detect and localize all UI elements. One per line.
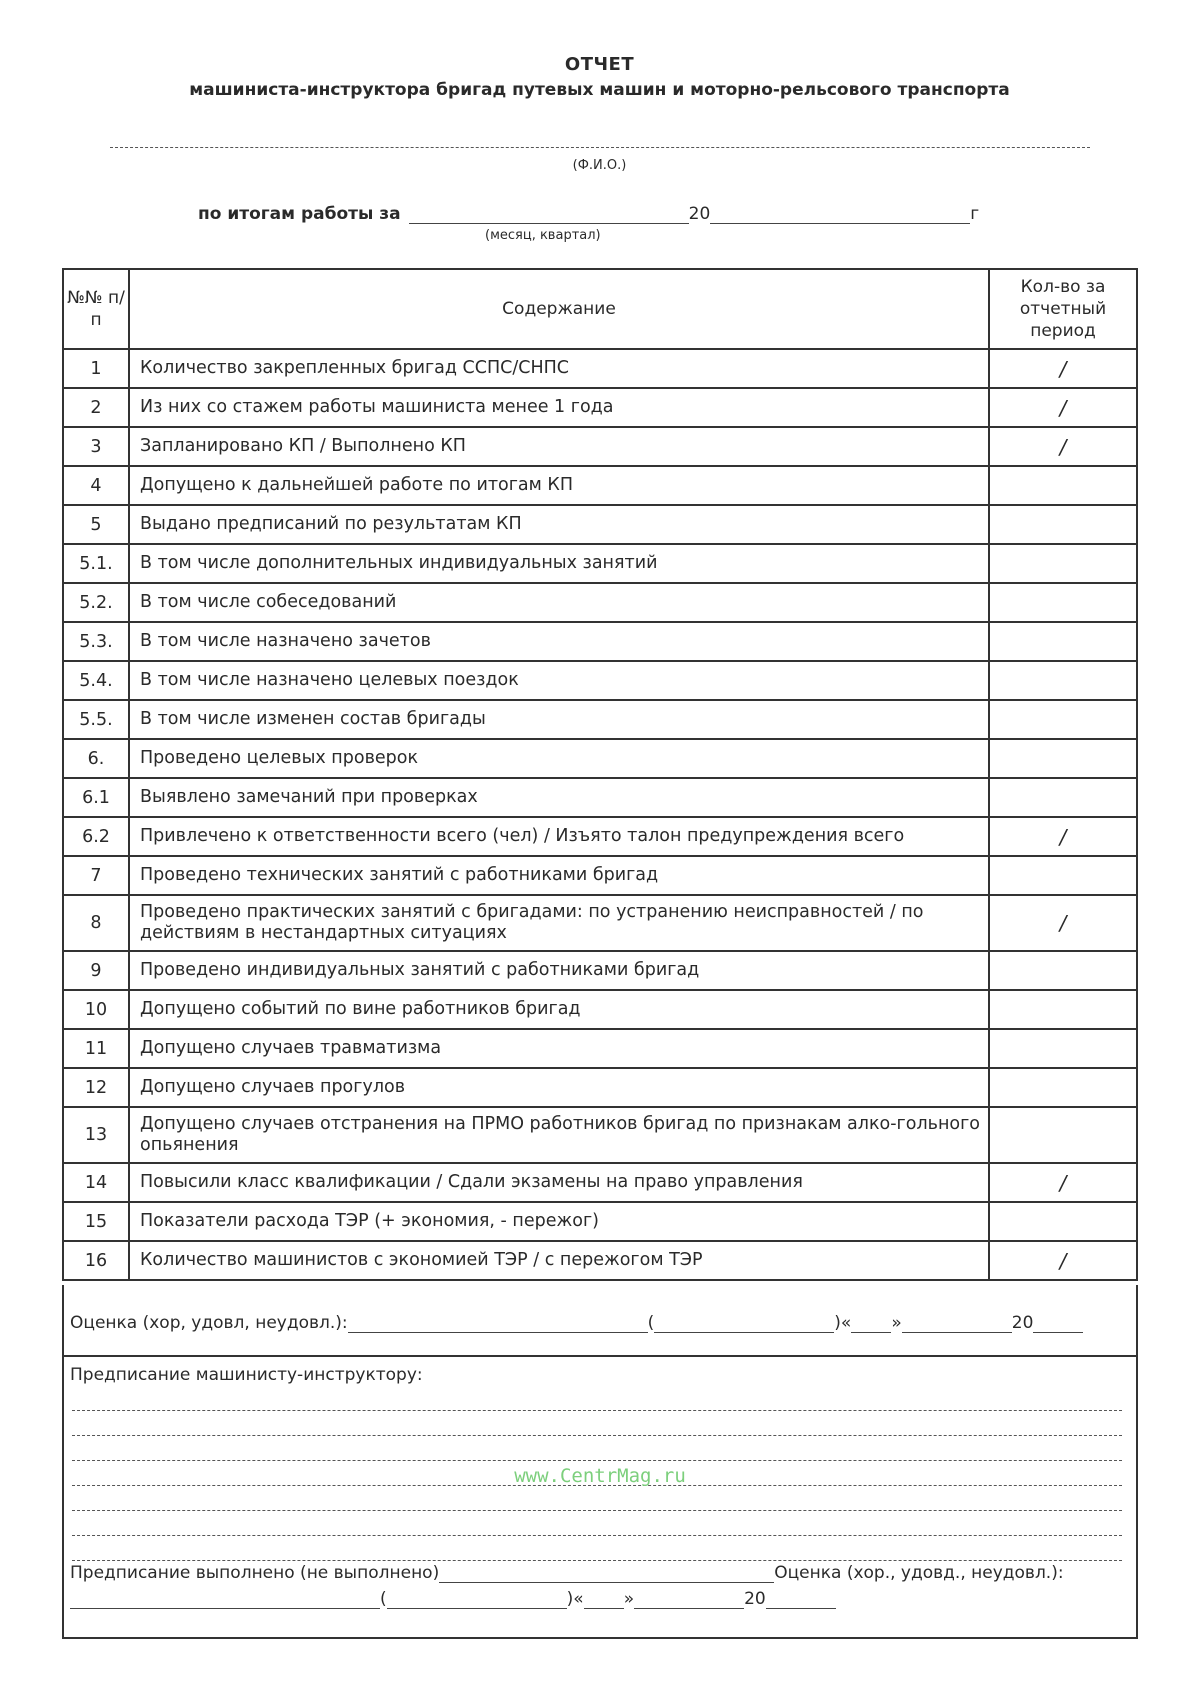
row-quantity-cell[interactable] [989, 583, 1137, 622]
row-quantity-value: / [1059, 434, 1067, 459]
row-content: Показатели расхода ТЭР (+ экономия, - пережог) [129, 1202, 989, 1241]
row-quantity-value: / [1059, 1248, 1067, 1273]
period-row [198, 204, 979, 224]
row-quantity-cell[interactable] [989, 544, 1137, 583]
done-paren-open: ( [380, 1589, 387, 1609]
table-row [63, 544, 1137, 583]
row-number: 5.4. [63, 661, 129, 700]
done-year-blank[interactable] [766, 1590, 836, 1609]
row-content: В том числе собеседований [129, 583, 989, 622]
table-row [63, 661, 1137, 700]
row-number: 7 [63, 856, 129, 895]
table-row [63, 951, 1137, 990]
row-content: Проведено целевых проверок [129, 739, 989, 778]
row-quantity-cell[interactable] [989, 778, 1137, 817]
table-row [63, 622, 1137, 661]
grade-row [70, 1313, 1083, 1333]
grade-quote-close: » [891, 1313, 902, 1333]
document-title: ОТЧЕТ [564, 54, 635, 75]
table-header-row [63, 269, 1137, 349]
table-row [63, 1029, 1137, 1068]
row-quantity-value: / [1059, 1170, 1067, 1195]
table-row [63, 817, 1137, 856]
row-number: 5.2. [63, 583, 129, 622]
table-row [63, 466, 1137, 505]
prescription-line[interactable] [72, 1535, 1122, 1536]
row-quantity-cell[interactable] [989, 427, 1137, 466]
row-number: 5.5. [63, 700, 129, 739]
row-content: В том числе назначено целевых поездок [129, 661, 989, 700]
row-quantity-cell[interactable] [989, 505, 1137, 544]
done-year: 20 [744, 1589, 766, 1609]
done-label: Предписание выполнено (не выполнено) [70, 1563, 440, 1583]
fio-caption: (Ф.И.О.) [572, 158, 627, 173]
row-number: 2 [63, 388, 129, 427]
table-row [63, 505, 1137, 544]
done-signature-row [70, 1589, 836, 1609]
row-content: Допущено событий по вине работников бригад [129, 990, 989, 1029]
grade-month-blank[interactable] [902, 1314, 1012, 1333]
row-quantity-cell[interactable] [989, 1107, 1137, 1163]
row-number: 15 [63, 1202, 129, 1241]
row-number: 6.1 [63, 778, 129, 817]
prescription-line[interactable] [72, 1460, 1122, 1461]
row-quantity-cell[interactable] [989, 1029, 1137, 1068]
row-content: В том числе дополнительных индивидуальных занятий [129, 544, 989, 583]
done-row [70, 1563, 1064, 1583]
table-row [63, 700, 1137, 739]
row-number: 5.3. [63, 622, 129, 661]
row-quantity-cell[interactable] [989, 388, 1137, 427]
table-row [63, 856, 1137, 895]
table-row [63, 583, 1137, 622]
header-content: Содержание [129, 269, 989, 349]
prescription-line[interactable] [72, 1510, 1122, 1511]
prescription-line[interactable] [72, 1410, 1122, 1411]
row-content: В том числе изменен состав бригады [129, 700, 989, 739]
row-number: 5.1. [63, 544, 129, 583]
done-grade-label: Оценка (хор., удовд., неудовл.): [774, 1563, 1064, 1583]
row-number: 16 [63, 1241, 129, 1280]
row-content: Выявлено замечаний при проверках [129, 778, 989, 817]
done-paren-close: )« [566, 1589, 584, 1609]
done-signature-blank[interactable] [387, 1590, 567, 1609]
table-row [63, 778, 1137, 817]
table-row [63, 1163, 1137, 1202]
done-day-blank[interactable] [584, 1590, 624, 1609]
row-quantity-cell[interactable] [989, 349, 1137, 388]
row-quantity-cell[interactable] [989, 1068, 1137, 1107]
row-quantity-value: / [1059, 395, 1067, 420]
assessment-box [62, 1285, 1138, 1639]
row-quantity-value: / [1059, 356, 1067, 381]
row-content: Проведено практических занятий с бригадами: по устранению неисправностей / по действиям в нестандартных ситуациях [129, 895, 989, 951]
table-row [63, 388, 1137, 427]
row-quantity-cell[interactable] [989, 1163, 1137, 1202]
row-number: 6. [63, 739, 129, 778]
done-month-blank[interactable] [634, 1590, 744, 1609]
row-content: Допущено к дальнейшей работе по итогам КП [129, 466, 989, 505]
row-number: 10 [63, 990, 129, 1029]
prescription-label: Предписание машинисту-инструктору: [70, 1365, 423, 1385]
grade-paren-close: )« [834, 1313, 852, 1333]
row-content: Повысили класс квалификации / Сдали экзамены на право управления [129, 1163, 989, 1202]
row-quantity-cell[interactable] [989, 700, 1137, 739]
table-row [63, 1202, 1137, 1241]
row-content: Проведено технических занятий с работниками бригад [129, 856, 989, 895]
prescription-line[interactable] [72, 1560, 1122, 1561]
grade-blank[interactable] [348, 1314, 648, 1333]
grade-signature-blank[interactable] [654, 1314, 834, 1333]
table-row [63, 1068, 1137, 1107]
row-content: Допущено случаев травматизма [129, 1029, 989, 1068]
done-grade-blank[interactable] [70, 1590, 380, 1609]
row-content: В том числе назначено зачетов [129, 622, 989, 661]
row-content: Проведено индивидуальных занятий с работниками бригад [129, 951, 989, 990]
row-quantity-cell[interactable] [989, 1202, 1137, 1241]
period-label: по итогам работы за [198, 204, 401, 224]
row-number: 3 [63, 427, 129, 466]
report-table [62, 268, 1138, 1281]
row-quantity-cell[interactable] [989, 895, 1137, 951]
row-number: 6.2 [63, 817, 129, 856]
grade-year-blank[interactable] [1033, 1314, 1083, 1333]
table-row [63, 739, 1137, 778]
row-number: 4 [63, 466, 129, 505]
period-year-blank[interactable] [710, 205, 970, 224]
row-quantity-cell[interactable] [989, 951, 1137, 990]
row-content: Привлечено к ответственности всего (чел) / Изъято талон предупреждения всего [129, 817, 989, 856]
period-caption: (месяц, квартал) [485, 228, 601, 243]
row-content: Выдано предписаний по результатам КП [129, 505, 989, 544]
row-quantity-cell[interactable] [989, 739, 1137, 778]
row-number: 5 [63, 505, 129, 544]
row-content: Допущено случаев прогулов [129, 1068, 989, 1107]
row-number: 12 [63, 1068, 129, 1107]
grade-paren-open: ( [647, 1313, 655, 1333]
row-quantity-value: / [1059, 911, 1067, 935]
divider [64, 1355, 1136, 1357]
row-content: Из них со стажем работы машиниста менее 1 года [129, 388, 989, 427]
row-quantity-cell[interactable] [989, 817, 1137, 856]
done-blank[interactable] [439, 1564, 774, 1583]
header-num: №№ п/п [63, 269, 129, 349]
prescription-line[interactable] [72, 1435, 1122, 1436]
row-quantity-cell[interactable] [989, 990, 1137, 1029]
table-row [63, 427, 1137, 466]
row-number: 14 [63, 1163, 129, 1202]
table-row [63, 1107, 1137, 1163]
row-number: 11 [63, 1029, 129, 1068]
table-row [63, 1241, 1137, 1280]
row-quantity-cell[interactable] [989, 856, 1137, 895]
table-row [63, 895, 1137, 951]
row-number: 8 [63, 895, 129, 951]
row-number: 13 [63, 1107, 129, 1163]
row-content: Количество закрепленных бригад ССПС/СНПС [129, 349, 989, 388]
row-content: Запланировано КП / Выполнено КП [129, 427, 989, 466]
row-number: 9 [63, 951, 129, 990]
row-number: 1 [63, 349, 129, 388]
row-content: Количество машинистов с экономией ТЭР / с пережогом ТЭР [129, 1241, 989, 1280]
grade-year: 20 [1011, 1313, 1034, 1333]
header-qty: Кол-во за отчетный период [989, 269, 1137, 349]
grade-day-blank[interactable] [851, 1314, 891, 1333]
period-blank[interactable] [409, 205, 689, 224]
period-year-prefix: 20 [688, 204, 711, 224]
row-content: Допущено случаев отстранения на ПРМО работников бригад по признакам алко-гольного опьянения [129, 1107, 989, 1163]
row-quantity-cell[interactable] [989, 1241, 1137, 1280]
period-year-suffix: г [970, 204, 980, 224]
fio-input-line[interactable] [110, 147, 1090, 148]
row-quantity-cell[interactable] [989, 622, 1137, 661]
document-subtitle: машиниста-инструктора бригад путевых машин и моторно-рельсового транспорта [189, 80, 1010, 100]
watermark: www.CentrMag.ru [514, 1465, 686, 1487]
table-row [63, 349, 1137, 388]
grade-label: Оценка (хор, удовл, неудовл.): [70, 1313, 348, 1333]
row-quantity-cell[interactable] [989, 661, 1137, 700]
done-quote-close: » [623, 1589, 635, 1609]
table-row [63, 990, 1137, 1029]
row-quantity-cell[interactable] [989, 466, 1137, 505]
row-quantity-value: / [1059, 824, 1067, 849]
